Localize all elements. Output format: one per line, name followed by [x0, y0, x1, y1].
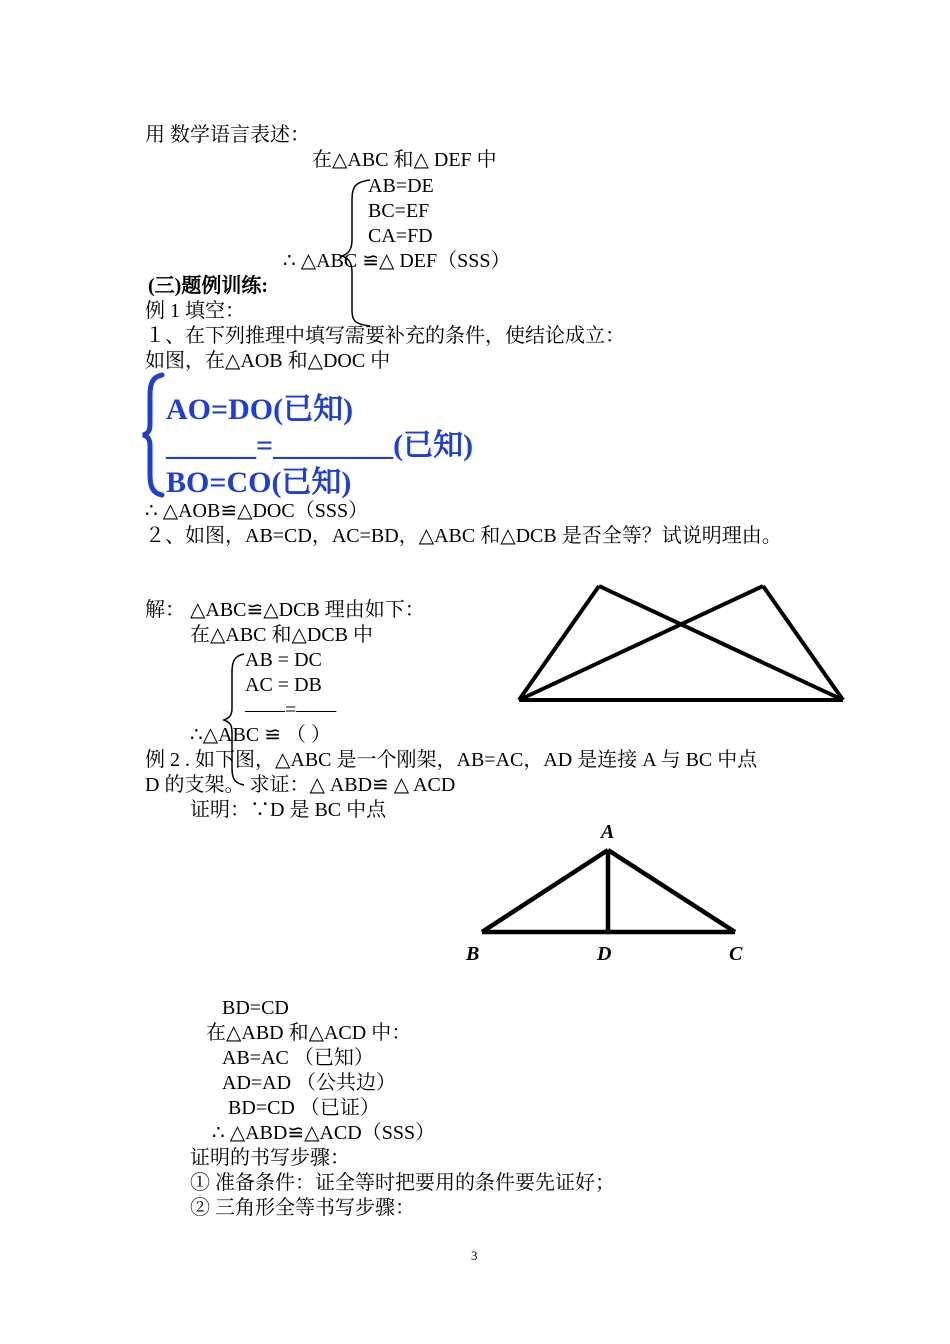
blue-brace: [140, 372, 166, 498]
proof-step-1: ① 准备条件：证全等时把要用的条件要先证好；: [190, 1172, 615, 1194]
given-heading: 在△ABC 和△ DEF 中: [312, 149, 497, 171]
condition-ca-fd: CA=FD: [368, 225, 433, 247]
solution-blank: ——=——: [245, 699, 337, 721]
vertex-label-c: C: [729, 943, 743, 965]
solution-conclusion: ∴△ABC ≌ （ ）: [190, 724, 331, 746]
solution-ab-dc: AB = DC: [245, 649, 322, 671]
vertex-label-a: A: [601, 821, 615, 843]
example-2-line-2: D 的支架。 求证：△ ABD≌ △ ACD: [145, 774, 456, 796]
section-title: (三)题例训练:: [148, 275, 268, 297]
condition-ab-de: AB=DE: [368, 175, 434, 197]
proof-start: 证明：∵D 是 BC 中点: [190, 799, 387, 821]
brace-1: [340, 178, 380, 328]
proof-ad-ad: AD=AD （公共边）: [222, 1072, 397, 1094]
conclusion-sss: ∴ △ABC ≌△ DEF（SSS）: [283, 250, 511, 272]
figure-triangle-abd-acd: [460, 818, 760, 968]
proof-bd-cd: BD=CD: [222, 997, 289, 1019]
proof-steps-title: 证明的书写步骤：: [190, 1147, 350, 1169]
intro-line: 用 数学语言表述：: [145, 124, 310, 146]
solution-given: 在△ABC 和△DCB 中: [190, 624, 374, 646]
example-1-title: 例 1 填空：: [145, 300, 245, 322]
question-1-setup: 如图，在△AOB 和△DOC 中: [145, 350, 391, 372]
page-number: 3: [471, 1248, 478, 1263]
vertex-label-d: D: [597, 943, 612, 965]
blue-condition-ao-do: AO=DO(已知): [166, 393, 354, 426]
proof-ab-ac: AB=AC （已知）: [222, 1047, 374, 1069]
example-2-line-1: 例 2 . 如下图，△ABC 是一个刚架，AB=AC，AD 是连接 A 与 BC 中点: [145, 749, 758, 771]
question-1: １、在下列推理中填写需要补充的条件，使结论成立：: [145, 325, 625, 347]
proof-step-2: ② 三角形全等书写步骤：: [190, 1197, 415, 1219]
conclusion-aob-doc: ∴ △AOB≌△DOC（SSS）: [145, 500, 369, 522]
blue-condition-blank: ______=________(已知): [166, 429, 474, 462]
question-2: ２、如图，AB=CD，AC=BD，△ABC 和△DCB 是否全等？试说明理由。: [145, 525, 782, 547]
figure-crossed-triangles: [515, 582, 850, 707]
proof-given: 在△ABD 和△ACD 中：: [206, 1022, 412, 1044]
vertex-label-b: B: [466, 943, 480, 965]
proof-bd-cd-proven: BD=CD （已证）: [228, 1097, 380, 1119]
solution-ac-db: AC = DB: [245, 674, 322, 696]
solution-header: 解： △ABC≌△DCB 理由如下：: [145, 599, 425, 621]
condition-bc-ef: BC=EF: [368, 200, 430, 222]
proof-conclusion: ∴ △ABD≌△ACD（SSS）: [212, 1122, 436, 1144]
blue-condition-bo-co: BO=CO(已知): [166, 466, 352, 499]
